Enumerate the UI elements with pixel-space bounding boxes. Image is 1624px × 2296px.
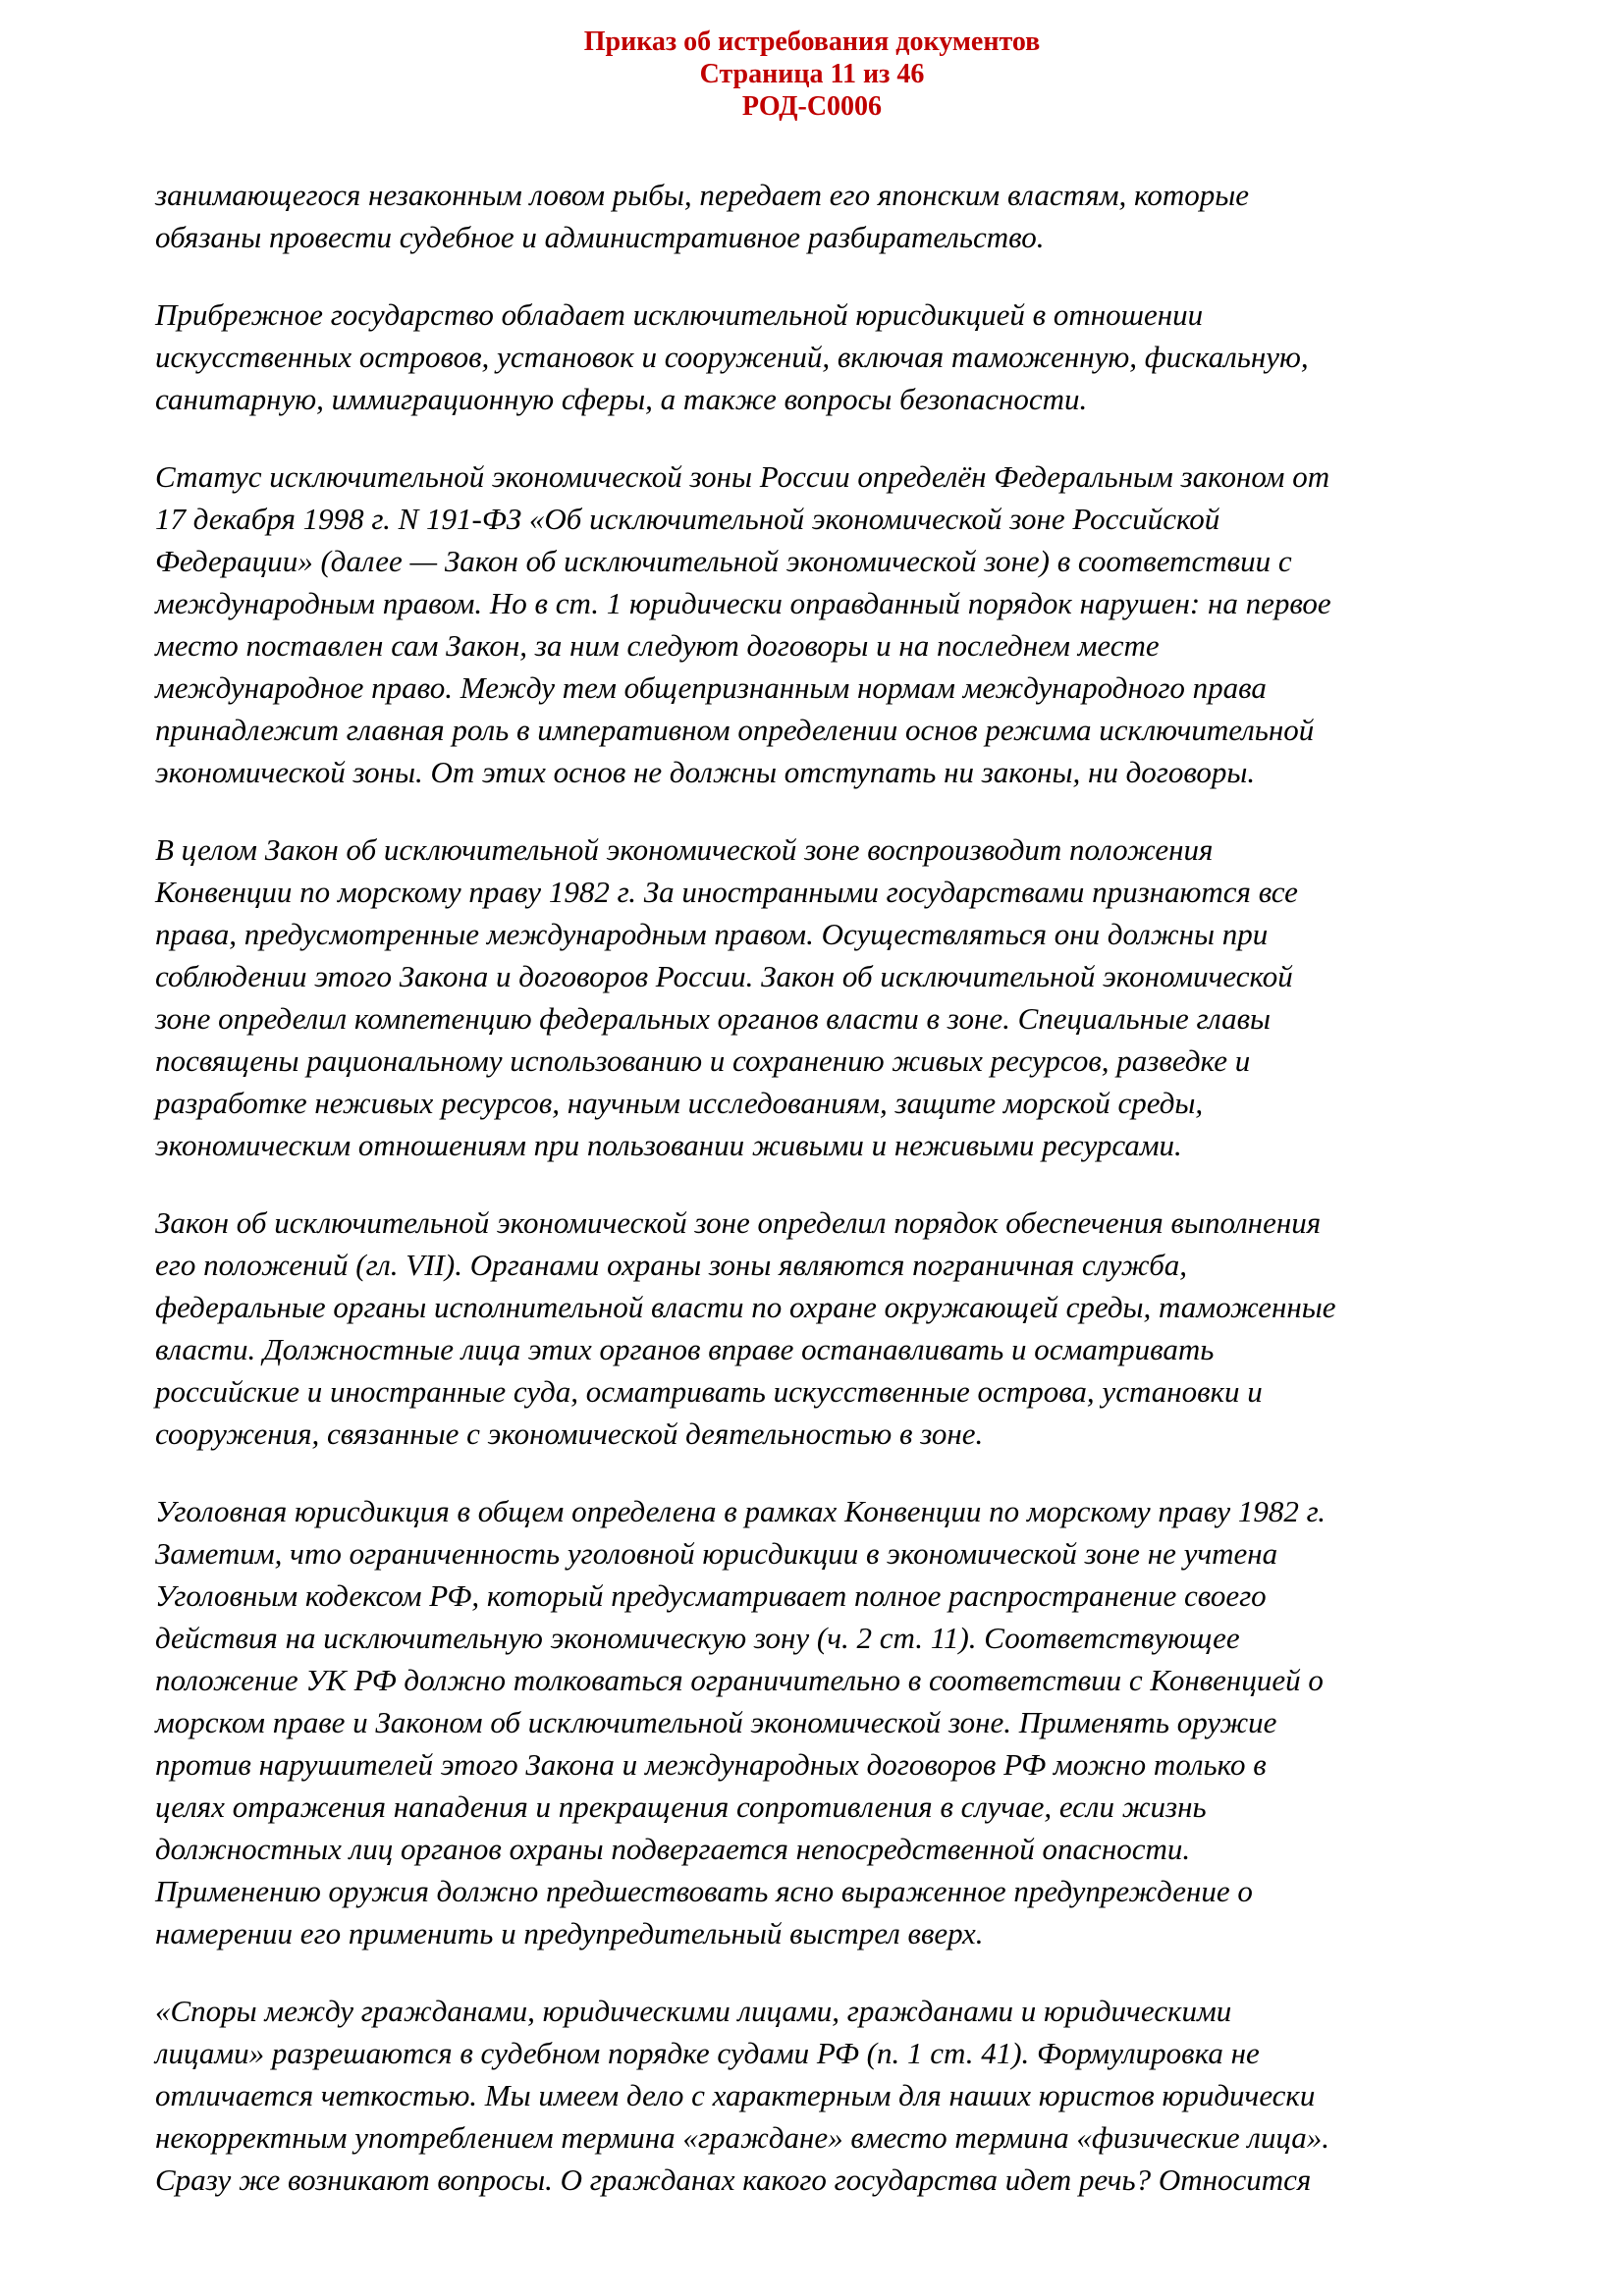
text-line: Уголовным кодексом РФ, который предусматривает полное распространение своего	[155, 1578, 1267, 1614]
document-header	[0, 26, 1624, 123]
paragraph	[155, 1201, 1516, 1455]
text-line: Прибрежное государство обладает исключительной юрисдикцией в отношении	[155, 297, 1204, 333]
text-line: морском праве и Законом об исключительной экономической зоне. Применять оружие	[155, 1705, 1277, 1740]
text-line: занимающегося незаконным ловом рыбы, передает его японским властям, которые	[155, 178, 1250, 213]
document-code: РОД-С0006	[741, 91, 883, 123]
text-line: 17 декабря 1998 г. N 191-ФЗ «Об исключительной экономической зоне Российской	[155, 502, 1220, 537]
text-line: Уголовная юрисдикция в общем определена в рамках Конвенции по морскому праву 1982 г.	[155, 1494, 1326, 1529]
paragraph	[155, 294, 1516, 420]
text-line: его положений (гл. VII). Органами охраны зоны являются пограничная служба,	[155, 1248, 1188, 1283]
text-line: экономическим отношениям при пользовании живыми и неживыми ресурсами.	[155, 1128, 1182, 1163]
text-line: международным правом. Но в ст. 1 юридически оправданный порядок нарушен: на первое	[155, 586, 1331, 621]
text-line: целях отражения нападения и прекращения сопротивления в случае, если жизнь	[155, 1789, 1207, 1825]
text-line: должностных лиц органов охраны подвергается непосредственной опасности.	[155, 1832, 1191, 1867]
page-number-indicator: Страница 11 из 46	[699, 59, 925, 90]
text-line: международное право. Между тем общепризнанным нормам международного права	[155, 670, 1267, 706]
document-title: Приказ об истребования документов	[583, 27, 1041, 57]
text-line: санитарную, иммиграционную сферы, а также вопросы безопасности.	[155, 382, 1088, 417]
text-line: против нарушителей этого Закона и международных договоров РФ можно только в	[155, 1747, 1267, 1783]
text-line: зоне определил компетенцию федеральных органов власти в зоне. Специальные главы	[155, 1001, 1272, 1037]
text-line: российские и иностранные суда, осматривать искусственные острова, установки и	[155, 1374, 1263, 1410]
text-line: искусственных островов, установок и сооружений, включая таможенную, фискальную,	[155, 340, 1309, 375]
text-line: Применению оружия должно предшествовать ясно выраженное предупреждение о	[155, 1874, 1253, 1909]
text-line: намерении его применить и предупредительный выстрел вверх.	[155, 1916, 984, 1951]
text-line: Федерации» (далее — Закон об исключительной экономической зоне) в соответствии с	[155, 544, 1292, 579]
document-body	[0, 174, 1624, 2201]
text-line: права, предусмотренные международным правом. Осуществляться они должны при	[155, 917, 1269, 952]
text-line: федеральные органы исполнительной власти по охране окружающей среды, таможенные	[155, 1290, 1336, 1325]
text-line: лицами» разрешаются в судебном порядке судами РФ (п. 1 ст. 41). Формулировка не	[155, 2036, 1260, 2071]
text-line: посвящены рациональному использованию и сохранению живых ресурсов, разведке и	[155, 1043, 1251, 1079]
text-line: власти. Должностные лица этих органов вправе останавливать и осматривать	[155, 1332, 1215, 1367]
paragraph	[155, 455, 1516, 793]
text-line: Конвенции по морскому праву 1982 г. За иностранными государствами признаются все	[155, 875, 1298, 910]
text-line: «Споры между гражданами, юридическими лицами, гражданами и юридическими	[155, 1994, 1232, 2029]
paragraph	[155, 828, 1516, 1166]
text-line: Заметим, что ограниченность уголовной юрисдикции в экономической зоне не учтена	[155, 1536, 1278, 1572]
text-line: обязаны провести судебное и административное разбирательство.	[155, 220, 1045, 255]
paragraph	[155, 174, 1516, 258]
text-line: положение УК РФ должно толковаться ограничительно в соответствии с Конвенцией о	[155, 1663, 1324, 1698]
text-line: действия на исключительную экономическую зону (ч. 2 ст. 11). Соответствующее	[155, 1621, 1240, 1656]
text-line: Статус исключительной экономической зоны России определён Федеральным законом от	[155, 459, 1330, 495]
text-line: соблюдении этого Закона и договоров России. Закон об исключительной экономической	[155, 959, 1293, 994]
text-line: Закон об исключительной экономической зоне определил порядок обеспечения выполнения	[155, 1205, 1322, 1241]
text-line: принадлежит главная роль в императивном определении основ режима исключительной	[155, 713, 1315, 748]
paragraph	[155, 1990, 1516, 2201]
text-line: отличается четкостью. Мы имеем дело с характерным для наших юристов юридически	[155, 2078, 1316, 2113]
text-line: Сразу же возникают вопросы. О гражданах какого государства идет речь? Относится	[155, 2163, 1312, 2198]
text-line: экономической зоны. От этих основ не должны отступать ни законы, ни договоры.	[155, 755, 1256, 790]
text-line: В целом Закон об исключительной экономической зоне воспроизводит положения	[155, 832, 1214, 868]
text-line: разработке неживых ресурсов, научным исследованиям, защите морской среды,	[155, 1086, 1204, 1121]
text-line: место поставлен сам Закон, за ним следуют договоры и на последнем месте	[155, 628, 1160, 664]
text-line: некорректным употреблением термина «граждане» вместо термина «физические лица».	[155, 2120, 1330, 2156]
text-line: сооружения, связанные с экономической деятельностью в зоне.	[155, 1416, 984, 1452]
paragraph	[155, 1490, 1516, 1954]
